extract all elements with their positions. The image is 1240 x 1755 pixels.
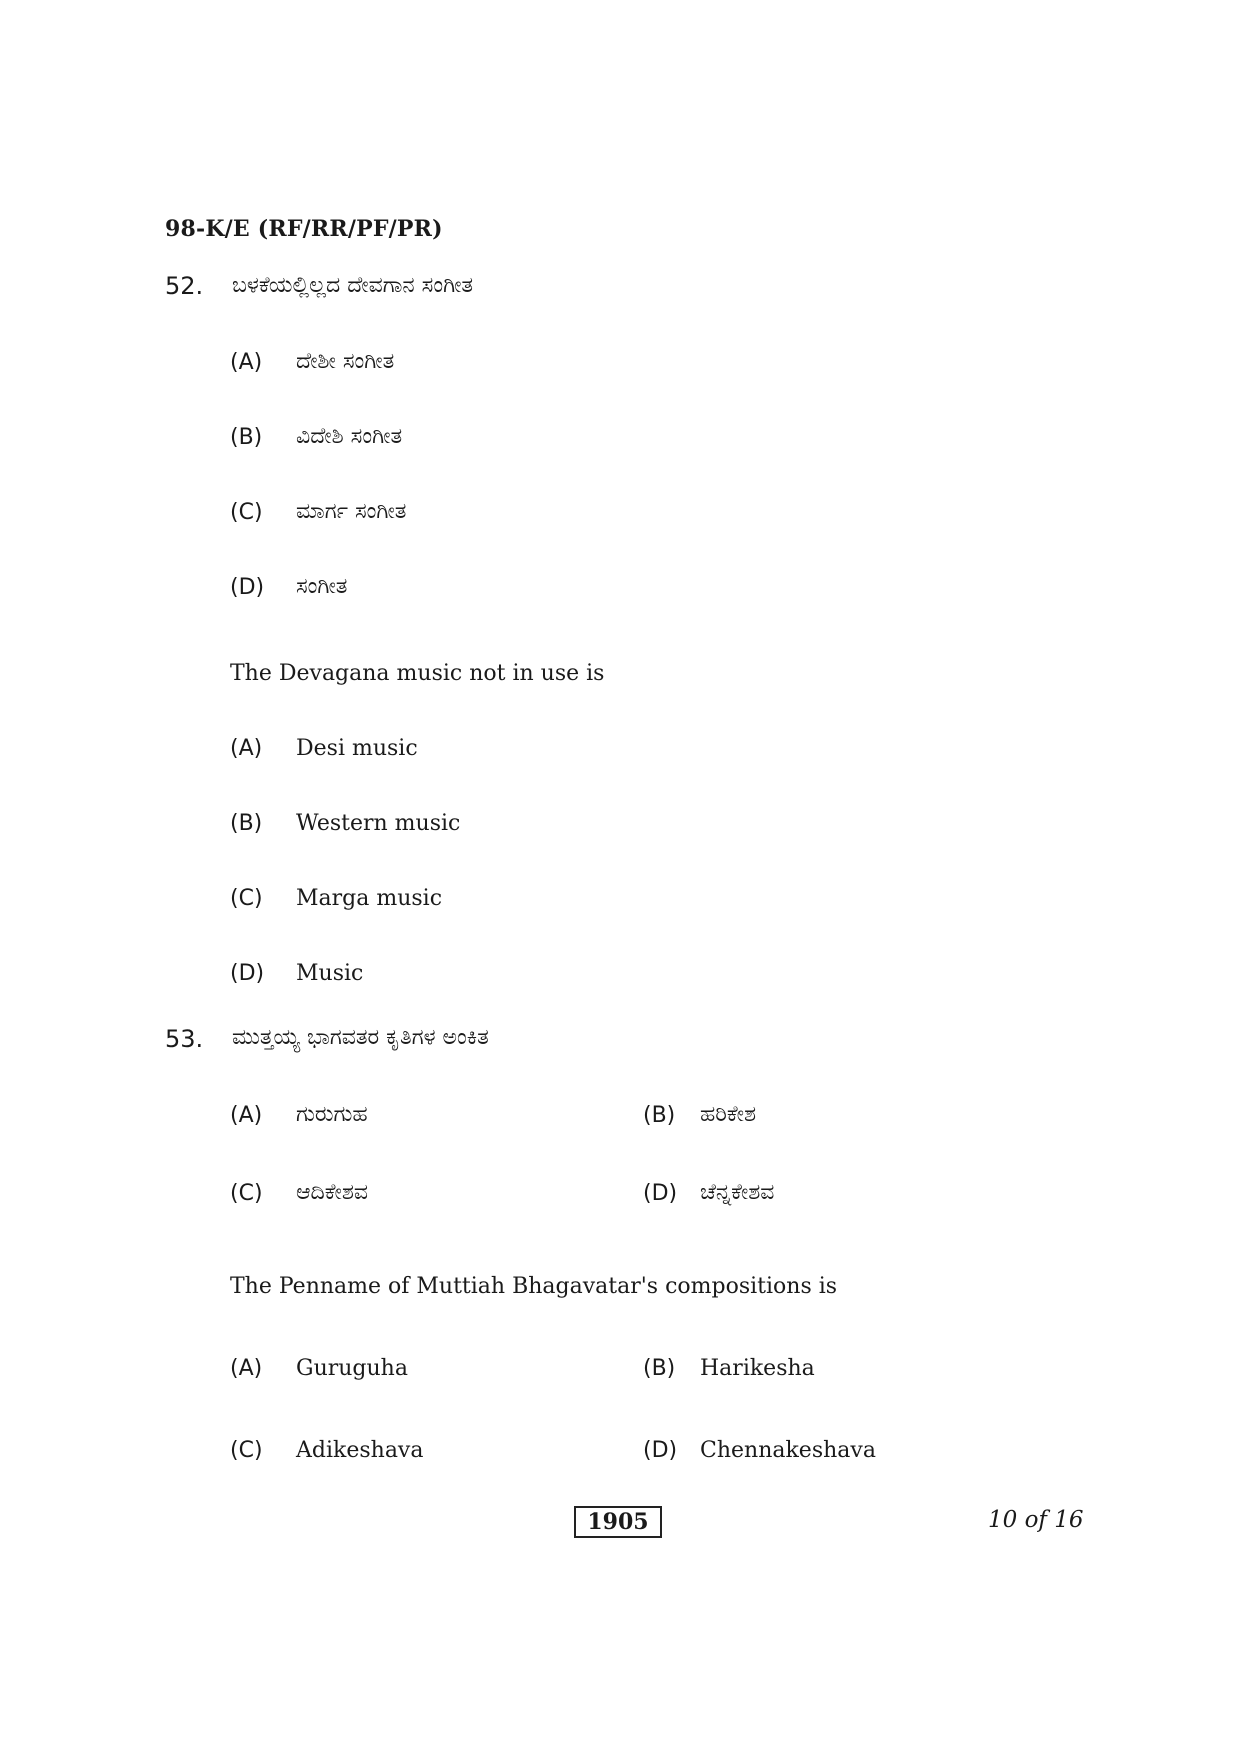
q53-kn-option-letter-b: (B) (643, 1103, 676, 1128)
q52-en-option-letter-c: (C) (230, 886, 263, 911)
q52-kn-option-b: ವಿದೇಶಿ ಸಂಗೀತ (296, 424, 403, 449)
question-52-number: 52. (165, 272, 204, 300)
q52-en-option-a: Desi music (296, 736, 418, 761)
q53-en-option-letter-a: (A) (230, 1356, 263, 1381)
paper-code: 98-K/E (RF/RR/PF/PR) (165, 216, 443, 242)
q53-kn-option-letter-c: (C) (230, 1181, 263, 1206)
q53-kn-option-b: ಹರಿಕೇಶ (700, 1102, 757, 1127)
q53-en-option-b: Harikesha (700, 1356, 815, 1381)
q52-kn-option-letter-d: (D) (230, 575, 265, 600)
q53-kn-option-a: ಗುರುಗುಹ (296, 1102, 368, 1127)
q53-en-option-letter-b: (B) (643, 1356, 676, 1381)
q52-kn-option-letter-b: (B) (230, 425, 263, 450)
question-53-stem-english: The Penname of Muttiah Bhagavatar's compositions is (230, 1274, 838, 1299)
q52-kn-option-letter-c: (C) (230, 500, 263, 525)
q52-en-option-letter-a: (A) (230, 736, 263, 761)
q52-en-option-d: Music (296, 961, 364, 986)
q53-kn-option-letter-d: (D) (643, 1181, 678, 1206)
booklet-code-box: 1905 (574, 1506, 662, 1538)
q52-kn-option-letter-a: (A) (230, 350, 263, 375)
q53-en-option-letter-d: (D) (643, 1438, 678, 1463)
q52-en-option-b: Western music (296, 811, 461, 836)
q53-kn-option-letter-a: (A) (230, 1103, 263, 1128)
q52-kn-option-c: ಮಾರ್ಗ ಸಂಗೀತ (296, 499, 407, 524)
q52-en-option-letter-d: (D) (230, 961, 265, 986)
question-52-stem-english: The Devagana music not in use is (230, 661, 605, 686)
q52-en-option-c: Marga music (296, 886, 443, 911)
question-52-stem-kannada: ಬಳಕೆಯಲ್ಲಿಲ್ಲದ ದೇವಗಾನ ಸಂಗೀತ (232, 273, 474, 298)
q53-en-option-c: Adikeshava (296, 1438, 424, 1463)
q52-en-option-letter-b: (B) (230, 811, 263, 836)
q53-en-option-d: Chennakeshava (700, 1438, 876, 1463)
q53-en-option-letter-c: (C) (230, 1438, 263, 1463)
q53-kn-option-c: ಆದಿಕೇಶವ (296, 1180, 369, 1205)
question-53-number: 53. (165, 1025, 204, 1053)
q52-kn-option-a: ದೇಶೀ ಸಂಗೀತ (296, 349, 395, 374)
q53-en-option-a: Guruguha (296, 1356, 408, 1381)
page-number: 10 of 16 (988, 1507, 1084, 1533)
q52-kn-option-d: ಸಂಗೀತ (296, 574, 348, 599)
q53-kn-option-d: ಚೆನ್ನಕೇಶವ (700, 1180, 775, 1205)
question-53-stem-kannada: ಮುತ್ತಯ್ಯ ಭಾಗವತರ ಕೃತಿಗಳ ಅಂಕಿತ (232, 1025, 489, 1050)
